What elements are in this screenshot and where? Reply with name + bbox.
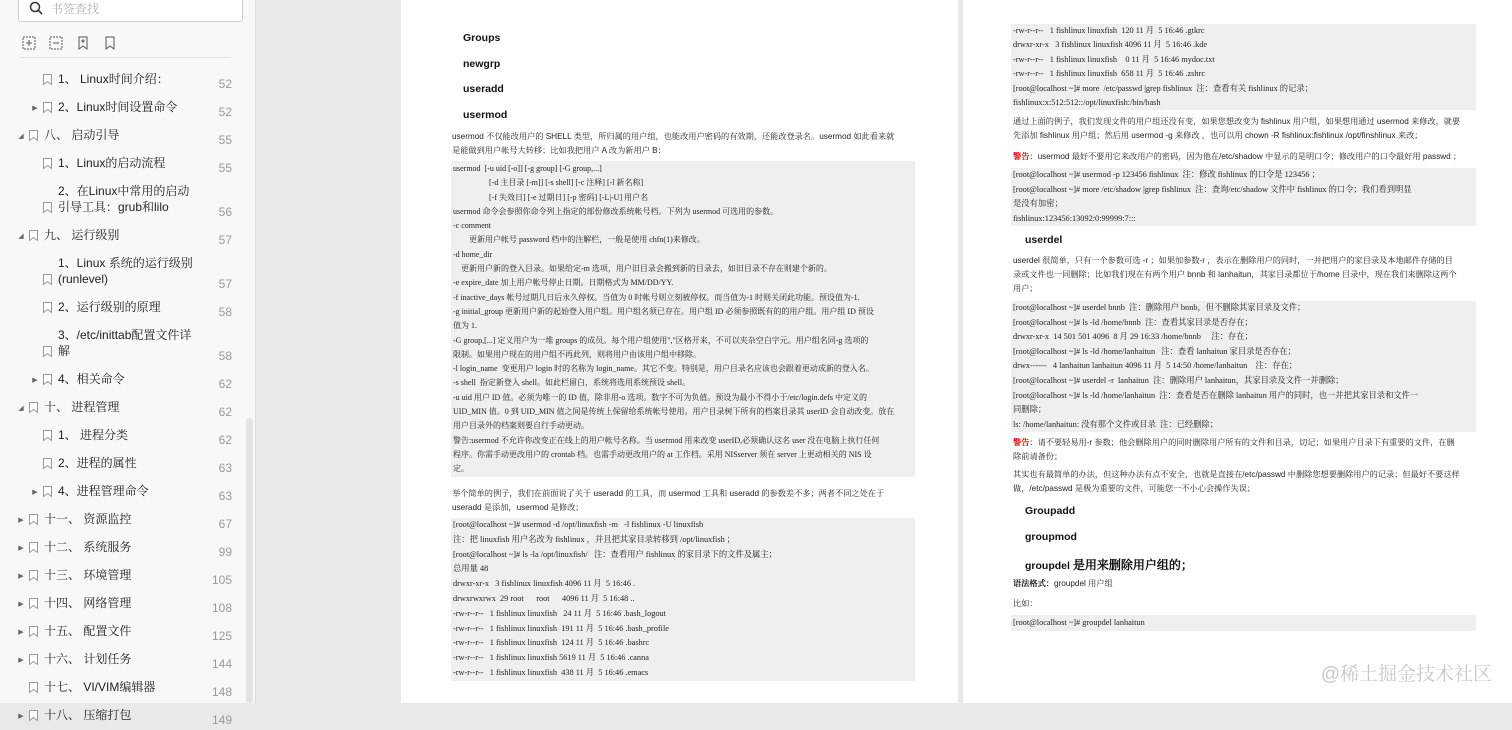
add-bookmark-icon[interactable]: [76, 36, 90, 50]
bookmark-icon: [29, 710, 38, 721]
code-line: -rw-r--r-- 1 fishlinux linuxfish 124 11 月 5 16:46 .bashrc: [453, 638, 650, 648]
text-line: 录或文件也一同删除；比如我们现在有两个用户 bnnb 和 lanhaitun，其家目录都位于/home 目录中，现在我们来删除这两个: [1013, 270, 1457, 280]
bookmark-item[interactable]: [0, 478, 244, 506]
bookmark-icon: [29, 682, 38, 693]
usermod-syntax-block: [451, 161, 915, 477]
bookmark-item[interactable]: [0, 150, 244, 178]
text-line: 做，/etc/passwd 是极为重要的文件，可能您一不小心会操作失误；: [1013, 484, 1256, 494]
expanded-arrow-icon[interactable]: ◢: [18, 133, 24, 140]
text-line: 先添加 fishlinux 用户组；然后用 usermod -g 来修改 ，也可以用 chown -R fishlinux:fishlinux /opt/finshlinux 来改；: [1013, 131, 1423, 141]
text-line: useradd 是添加，usermod 是修改；: [452, 503, 584, 513]
bookmark-page-number: 55: [218, 133, 232, 147]
code-line: -e expire_date 加上用户帐号停止日期。日期格式为 MM/DD/YY.: [453, 278, 674, 288]
bookmark-page-number: 63: [218, 489, 232, 503]
collapsed-arrow-icon[interactable]: ▶: [32, 489, 38, 496]
text-line: 用户；: [1013, 284, 1038, 294]
expanded-arrow-icon[interactable]: ◢: [18, 233, 24, 240]
bookmark-page-number: 144: [211, 657, 232, 671]
bookmark-icon: [43, 430, 52, 441]
bookmark-icon: [43, 458, 52, 469]
bookmark-item[interactable]: [0, 122, 244, 150]
bookmark-page-number: 52: [218, 105, 232, 119]
text-line: userdel 很简单，只有一个参数可选 -r ；如果加参数-r ，表示在删除用户的同时，一并把用户的家目录及本地邮件存储的目: [1013, 256, 1453, 265]
bookmark-page-number: 149: [211, 713, 232, 727]
bookmark-item[interactable]: [0, 562, 244, 590]
text-line: 除前请备份；: [1013, 452, 1063, 462]
code-line: -f inactive_days 帐号过期几日后永久停权。当值为 0 时帐号则立刻被停权。而当值为-1 时则关闭此功能。预设值为-1.: [453, 292, 860, 302]
bookmark-page-number: 56: [218, 205, 232, 219]
pdf-page-left: [401, 0, 958, 703]
bookmark-label: 十一、 资源监控: [44, 512, 132, 526]
bookmark-label: 1、Linux 系统的运行级别(runlevel): [58, 256, 193, 286]
bookmark-label: 十五、 配置文件: [44, 624, 132, 638]
code-block-groupdel: [root@localhost ~]# groupdel lanhaitun: [1011, 615, 1476, 631]
pdf-page-right: [963, 0, 1512, 703]
collapsed-arrow-icon[interactable]: ▶: [18, 517, 24, 524]
code-line: drwxr-xr-x 3 fishlinux linuxfish 4096 11 月 5 16:46 .kde: [1013, 40, 1208, 50]
example-intro: [452, 487, 884, 515]
code-line: -l login_name 变更用户 login 时的名称为 login_name。其它不变。特别是，用户目录名应该也会跟着更动成新的登入名。: [453, 364, 874, 374]
code-line: [root@localhost ~]# ls -ld /home/lanhaitun 注：查看是否在删除 lanhaitun 用户的同时，也一并把其家目录和文件一: [1013, 390, 1419, 400]
bookmark-label: 十四、 网络管理: [44, 596, 132, 610]
bookmark-page-number: 99: [218, 545, 232, 559]
collapsed-arrow-icon[interactable]: ▶: [18, 713, 24, 720]
code-line: 同删除；: [1013, 405, 1047, 415]
bookmark-item[interactable]: [0, 618, 244, 646]
toolbar-divider: [20, 57, 231, 58]
code-line: drwxr-xr-x 14 501 501 4096 8 月 29 16:33 /home/bnnb 注：存在；: [1013, 332, 1253, 342]
text-line: usermod 不仅能改用户的 SHELL 类型，所归属的用户组，也能改用户密码的有效期，还能改登录名。usermod 如此看来就: [452, 132, 895, 141]
code-line: -u uid 用户 ID 值。必须为唯一的 ID 值，除非用-o 选项。数字不可为负值。预设为最小不得小于/etc/login.defs 中定义的: [453, 392, 867, 402]
bookmark-item[interactable]: [0, 422, 244, 450]
bookmark-page-number: 58: [218, 305, 232, 319]
code-line: usermod 命令会参照你命令列上指定的部份修改系统帐号档。下列为 usermod 可选用的参数。: [453, 206, 779, 216]
code-line: 警告:usermod 不允许你改变正在线上的用户帐号名称。当 usermod 用来改变 userID,必须确认这名 user 没在电脑上执行任何: [453, 435, 880, 445]
code-line: drwxr-xr-x 3 fishlinux linuxfish 4096 11 月 5 16:46 .: [453, 579, 636, 589]
code-line: -G group,[...] 定义用户为一堆 groups 的成员。每个用户组使用","区格开来，不可以夹杂空白字元。用户组名同-g 选项的: [453, 335, 869, 345]
heading-groupmod: groupmod: [1025, 531, 1077, 543]
warning-label: 警告：: [1013, 438, 1038, 447]
bookmark-page-number: 55: [218, 161, 232, 175]
bookmark-label: 十六、 计划任务: [44, 652, 132, 666]
heading-useradd: useradd: [463, 83, 504, 95]
bookmark-label: 2、在Linux中常用的启动引导工具：grub和lilo: [58, 184, 190, 214]
bookmark-label: 3、/etc/inittab配置文件详解: [58, 328, 192, 358]
text-line: 通过上面的例子，我们发现文件的用户组还没有变，如果您想改变为 fishlinux 用户组，如果想用通过 usermod 来修改，就要: [1013, 117, 1461, 126]
groupdel-description: 是用来删除用户组的；: [1072, 558, 1193, 572]
bookmark-icon: [43, 274, 52, 285]
bookmark-label: 2、运行级别的原理: [58, 300, 161, 314]
bookmark-label: 1、 进程分类: [58, 428, 129, 442]
bookmark-page-number: 67: [218, 517, 232, 531]
bookmark-label: 十、 进程管理: [44, 400, 120, 414]
code-line: -rw-r--r-- 1 fishlinux linuxfish 24 11 月 5 16:46 .bash_logout: [453, 608, 666, 618]
bookmark-icon: [43, 158, 52, 169]
bookmark-label: 九、 运行级别: [44, 228, 120, 242]
bookmark-label: 4、相关命令: [58, 372, 125, 386]
bookmark-item[interactable]: [0, 366, 244, 394]
bookmark-icon: [43, 74, 52, 85]
bookmark-icon: [43, 302, 52, 313]
bookmark-icon: [29, 626, 38, 637]
bookmark-page-number: 52: [218, 77, 232, 91]
code-line: fishlinux:123456:13092:0:99999:7:::: [1013, 213, 1136, 223]
code-line: [root@localhost ~]# usermod -p 123456 fishlinux 注：修改 fishlinux 的口令是 123456 ；: [1013, 170, 1320, 179]
groupdel-command: groupdel: [1025, 560, 1070, 572]
search-icon: [29, 1, 43, 15]
code-line: 更新用户帐号 password 档中的注解栏，一般是使用 chfn(1)来修改。: [453, 235, 705, 245]
bookmark-item[interactable]: [0, 178, 244, 222]
bookmark-item[interactable]: [0, 450, 244, 478]
code-line: -rw-r--r-- 1 fishlinux linuxfish 658 11 月 5 16:46 .zshrc: [1013, 69, 1205, 79]
collapsed-arrow-icon[interactable]: ▶: [18, 545, 24, 552]
bookmark-page-number: 125: [211, 629, 232, 643]
code-line: 限制。如果用户现在的用户组不再此列，则将用户由该用户组中移除。: [453, 349, 701, 359]
usermod-intro: [452, 130, 894, 158]
bookmark-page-number: 57: [218, 233, 232, 247]
expanded-arrow-icon[interactable]: ◢: [18, 405, 24, 412]
bookmark-page-number: 108: [211, 601, 232, 615]
code-line: -rw-r--r-- 1 fishlinux linuxfish 0 11 月 5 16:46 mydoc.txt: [1013, 54, 1215, 64]
bookmark-item[interactable]: [0, 506, 244, 534]
code-line: 用户目录外的档案则要自行手动更动。: [453, 421, 589, 431]
bookmark-item[interactable]: [0, 590, 244, 618]
bookmark-page-number: 105: [211, 573, 232, 587]
bookmark-label: 十三、 环境管理: [44, 568, 132, 582]
bookmark-item[interactable]: [0, 250, 244, 294]
bookmark-label: 2、Linux时间设置命令: [58, 100, 178, 114]
bookmark-page-number: 63: [218, 461, 232, 475]
warning-text: usermod 最好不要用它来改用户的密码，因为他在/etc/shadow 中显示的是明口令；修改用户的口令最好用 passwd ；: [1037, 152, 1462, 161]
bookmark-search-input[interactable]: [18, 0, 243, 22]
bookmark-icon: [29, 570, 38, 581]
text-line: 是能做到用户帐号大转移；比如我把用户 A 改为新用户 B：: [452, 146, 666, 156]
heading-newgrp: newgrp: [463, 58, 501, 70]
heading-usermod: usermod: [463, 109, 508, 121]
bookmark-page-number: 62: [218, 433, 232, 447]
code-line: ls: /home/lanhaitun: 没有那个文件或目录 注：已经删除；: [1013, 419, 1219, 429]
text-line: 其实也有最简单的办法，但这种办法有点不安全，也就是直接在/etc/passwd 中删除您想要删除用户的记录；但最好不要这样: [1013, 470, 1460, 479]
collapsed-arrow-icon[interactable]: ▶: [18, 573, 24, 580]
code-line: -g initial_group 更新用户新的起始登入用户组。用户组名须已存在。用户组 ID 必须参照既有的的用户组。用户组 ID 预设: [453, 306, 874, 316]
code-line: [root@localhost ~]# usermod -d /opt/linuxfish -m -l fishlinux -U linuxfish: [453, 520, 704, 529]
code-line: usermod [-u uid [-o]] [-g group] [-G group,...]: [453, 164, 602, 173]
bookmark-icon: [29, 230, 38, 241]
expand-all-icon[interactable]: [22, 36, 36, 50]
search-placeholder: 书签查找: [51, 1, 100, 16]
bookmark-icon: [29, 542, 38, 553]
bookmark-item[interactable]: [0, 294, 244, 322]
bookmark-item[interactable]: [0, 702, 244, 730]
heading-groupdel: [1025, 556, 1193, 573]
code-line: fishlinux:x:512:512::/opt/linuxfish:/bin/bash: [1013, 98, 1161, 108]
heading-userdel: userdel: [1025, 234, 1063, 246]
bookmark-label: 十八、 压缩打包: [44, 708, 132, 722]
code-line: UID_MIN 值。0 到 UID_MIN 值之间是传统上保留给系统帐号使用。用户目录树下所有的档案目录其 userID 会自动改变。放在: [453, 407, 895, 417]
collapsed-arrow-icon[interactable]: ▶: [18, 629, 24, 636]
code-line: [root@localhost ~]# userdel bnnb 注：删除用户 bnnb，但不删除其家目录及文件；: [1013, 303, 1306, 312]
bookmark-icon: [43, 202, 52, 213]
bookmark-page-number: 58: [218, 349, 232, 363]
bookmark-page-number: 148: [211, 685, 232, 699]
code-line: 程序。你需手动更改用户的 crontab 档。也需手动更改用户的 at 工作档。采用 NISserver 须在 server 上更动相关的 NIS 设: [453, 449, 872, 459]
bookmark-item[interactable]: [0, 322, 244, 366]
paragraph-passwd-edit: [1013, 468, 1460, 496]
code-line: -rw-r--r-- 1 fishlinux linuxfish 120 11 月 5 16:46 .gtkrc: [1013, 26, 1205, 35]
bookmark-icon: [43, 486, 52, 497]
text-line: 请不要轻易用-r 参数；他会删除用户的同时删除用户所有的文件和目录，切记；如果用户目录下有重要的文件，在删: [1037, 438, 1455, 447]
syntax-text: groupdel 用户组: [1053, 579, 1113, 588]
heading-groups: Groups: [463, 32, 501, 44]
bookmark-icon: [43, 346, 52, 357]
bookmark-item[interactable]: [0, 66, 244, 94]
bookmark-page-number: 62: [218, 405, 232, 419]
text-line: 举个简单的例子，我们在前面说了关于 useradd 的工具，而 usermod 工具和 useradd 的参数差不多；两者不同之处在于: [452, 489, 885, 498]
paragraph-userdel: [1013, 254, 1457, 297]
bookmark-icon: [29, 598, 38, 609]
collapsed-arrow-icon[interactable]: ▶: [32, 377, 38, 384]
collapse-all-icon[interactable]: [49, 36, 63, 50]
sidebar-scrollbar[interactable]: [246, 418, 253, 703]
bookmark-label: 2、进程的属性: [58, 456, 137, 470]
code-line: [root@localhost ~]# ls -la /opt/linuxfish/ 注：查看用户 fishlinux 的家目录下的文件及属主；: [453, 549, 777, 559]
code-line: -d home_dir: [453, 249, 493, 259]
bookmark-icon: [29, 654, 38, 665]
bookmark-item[interactable]: [0, 674, 244, 702]
code-line: drwxrwxrwx 29 root root 4096 11 月 5 16:48 ..: [453, 593, 635, 603]
example-code-block: [451, 518, 915, 681]
code-line: [-d 主目录 [-m]] [-s shell] [-c 注释] [-l 新名称]: [453, 178, 644, 188]
warning-passwd: [1013, 150, 1461, 164]
warning-label: 警告：: [1013, 152, 1038, 161]
code-block-passwd: [1011, 168, 1476, 226]
code-line: 是没有加密；: [1013, 199, 1063, 209]
code-line: [root@localhost ~]# ls -ld /home/bnnb 注：查看其家目录是否存在；: [1013, 317, 1253, 327]
watermark: @稀土掘金技术社区: [1320, 664, 1492, 685]
bookmark-icon: [29, 130, 38, 141]
bookmark-item[interactable]: [0, 534, 244, 562]
code-block-ls: [1011, 24, 1476, 110]
code-block-userdel: [1011, 301, 1476, 432]
bookmark-item[interactable]: [0, 222, 244, 250]
code-line: 总用量 48: [453, 564, 489, 574]
bookmark-item[interactable]: [0, 94, 244, 122]
heading-groupadd: Groupadd: [1025, 505, 1076, 517]
code-line: -rw-r--r-- 1 fishlinux linuxfish 191 11 月 5 16:46 .bash_profile: [453, 623, 669, 633]
code-line: 注：把 linuxfish 用户名改为 fishlinux ，并且把其家目录转移到 /opt/linuxfish ；: [453, 534, 736, 544]
bookmark-icon: [43, 374, 52, 385]
code-line: [-f 失效日] [-e 过期日] [-p 密码] [-L|-U] 用户名: [453, 192, 649, 202]
bookmark-icon[interactable]: [103, 36, 117, 50]
bookmark-page-number: 57: [218, 277, 232, 291]
code-line: [root@localhost ~]# userdel -r lanhaitun 注：删除用户 lanhaitun，其家目录及文件一并删除；: [1013, 375, 1344, 385]
collapsed-arrow-icon[interactable]: ▶: [32, 105, 38, 112]
paragraph-usermod-group: [1013, 115, 1460, 143]
warning-userdel-r: [1013, 436, 1455, 464]
bookmark-icon: [29, 514, 38, 525]
code-line: [root@localhost ~]# more /etc/passwd |grep fishlinux 注：查看有关 fishlinux 的记录；: [1013, 83, 1313, 93]
bookmark-icon: [29, 402, 38, 413]
bookmark-item[interactable]: [0, 394, 244, 422]
bookmark-icon: [43, 102, 52, 113]
example-label: 比如：: [1013, 599, 1038, 608]
collapsed-arrow-icon[interactable]: ▶: [18, 657, 24, 664]
collapsed-arrow-icon[interactable]: ▶: [18, 601, 24, 608]
bookmark-page-number: 62: [218, 377, 232, 391]
code-line: -rw-r--r-- 1 fishlinux linuxfish 5619 11 月 5 16:46 .canna: [453, 653, 649, 663]
bookmark-label: 八、 启动引导: [44, 128, 120, 142]
code-line: -s shell 指定新登入 shell。如此栏留白，系统将选用系统预设 shell。: [453, 378, 691, 388]
bookmark-label: 1、Linux的启动流程: [58, 156, 166, 170]
bookmark-label: 1、 Linux时间介绍：: [58, 72, 169, 86]
code-line: 定。: [453, 464, 469, 474]
bookmark-label: 4、进程管理命令: [58, 484, 149, 498]
code-line: 更新用户新的登入目录。如果给定-m 选项，用户旧目录会搬到新的目录去，如旧目录不存在则建个新的。: [453, 264, 832, 274]
syntax-label: 语法格式：: [1013, 579, 1054, 588]
code-line: 值为 1.: [453, 321, 477, 331]
bookmark-tree: [0, 66, 244, 730]
code-line: [root@localhost ~]# ls -ld /home/lanhaitun 注：查看 lanhaitun 家目录是否存在；: [1013, 346, 1296, 356]
code-line: -rw-r--r-- 1 fishlinux linuxfish 438 11 月 5 16:46 .emacs: [453, 667, 649, 677]
bookmark-label: 十二、 系统服务: [44, 540, 132, 554]
code-line: [root@localhost ~]# more /etc/shadow |grep fishlinux 注：查询/etc/shadow 文件中 fishlinux 的口令；我们看到明显: [1013, 184, 1412, 194]
code-line: drwx------ 4 lanhaitun lanhaitun 4096 11 月 5 14:50 /home/lanhaitun 注：存在；: [1013, 361, 1298, 371]
bookmark-item[interactable]: [0, 646, 244, 674]
bookmark-sidebar: [0, 0, 256, 727]
bookmark-label: 十七、 VI/VIM编辑器: [44, 680, 156, 694]
syntax-line: [1013, 577, 1113, 591]
code-line: -c comment: [453, 221, 491, 231]
